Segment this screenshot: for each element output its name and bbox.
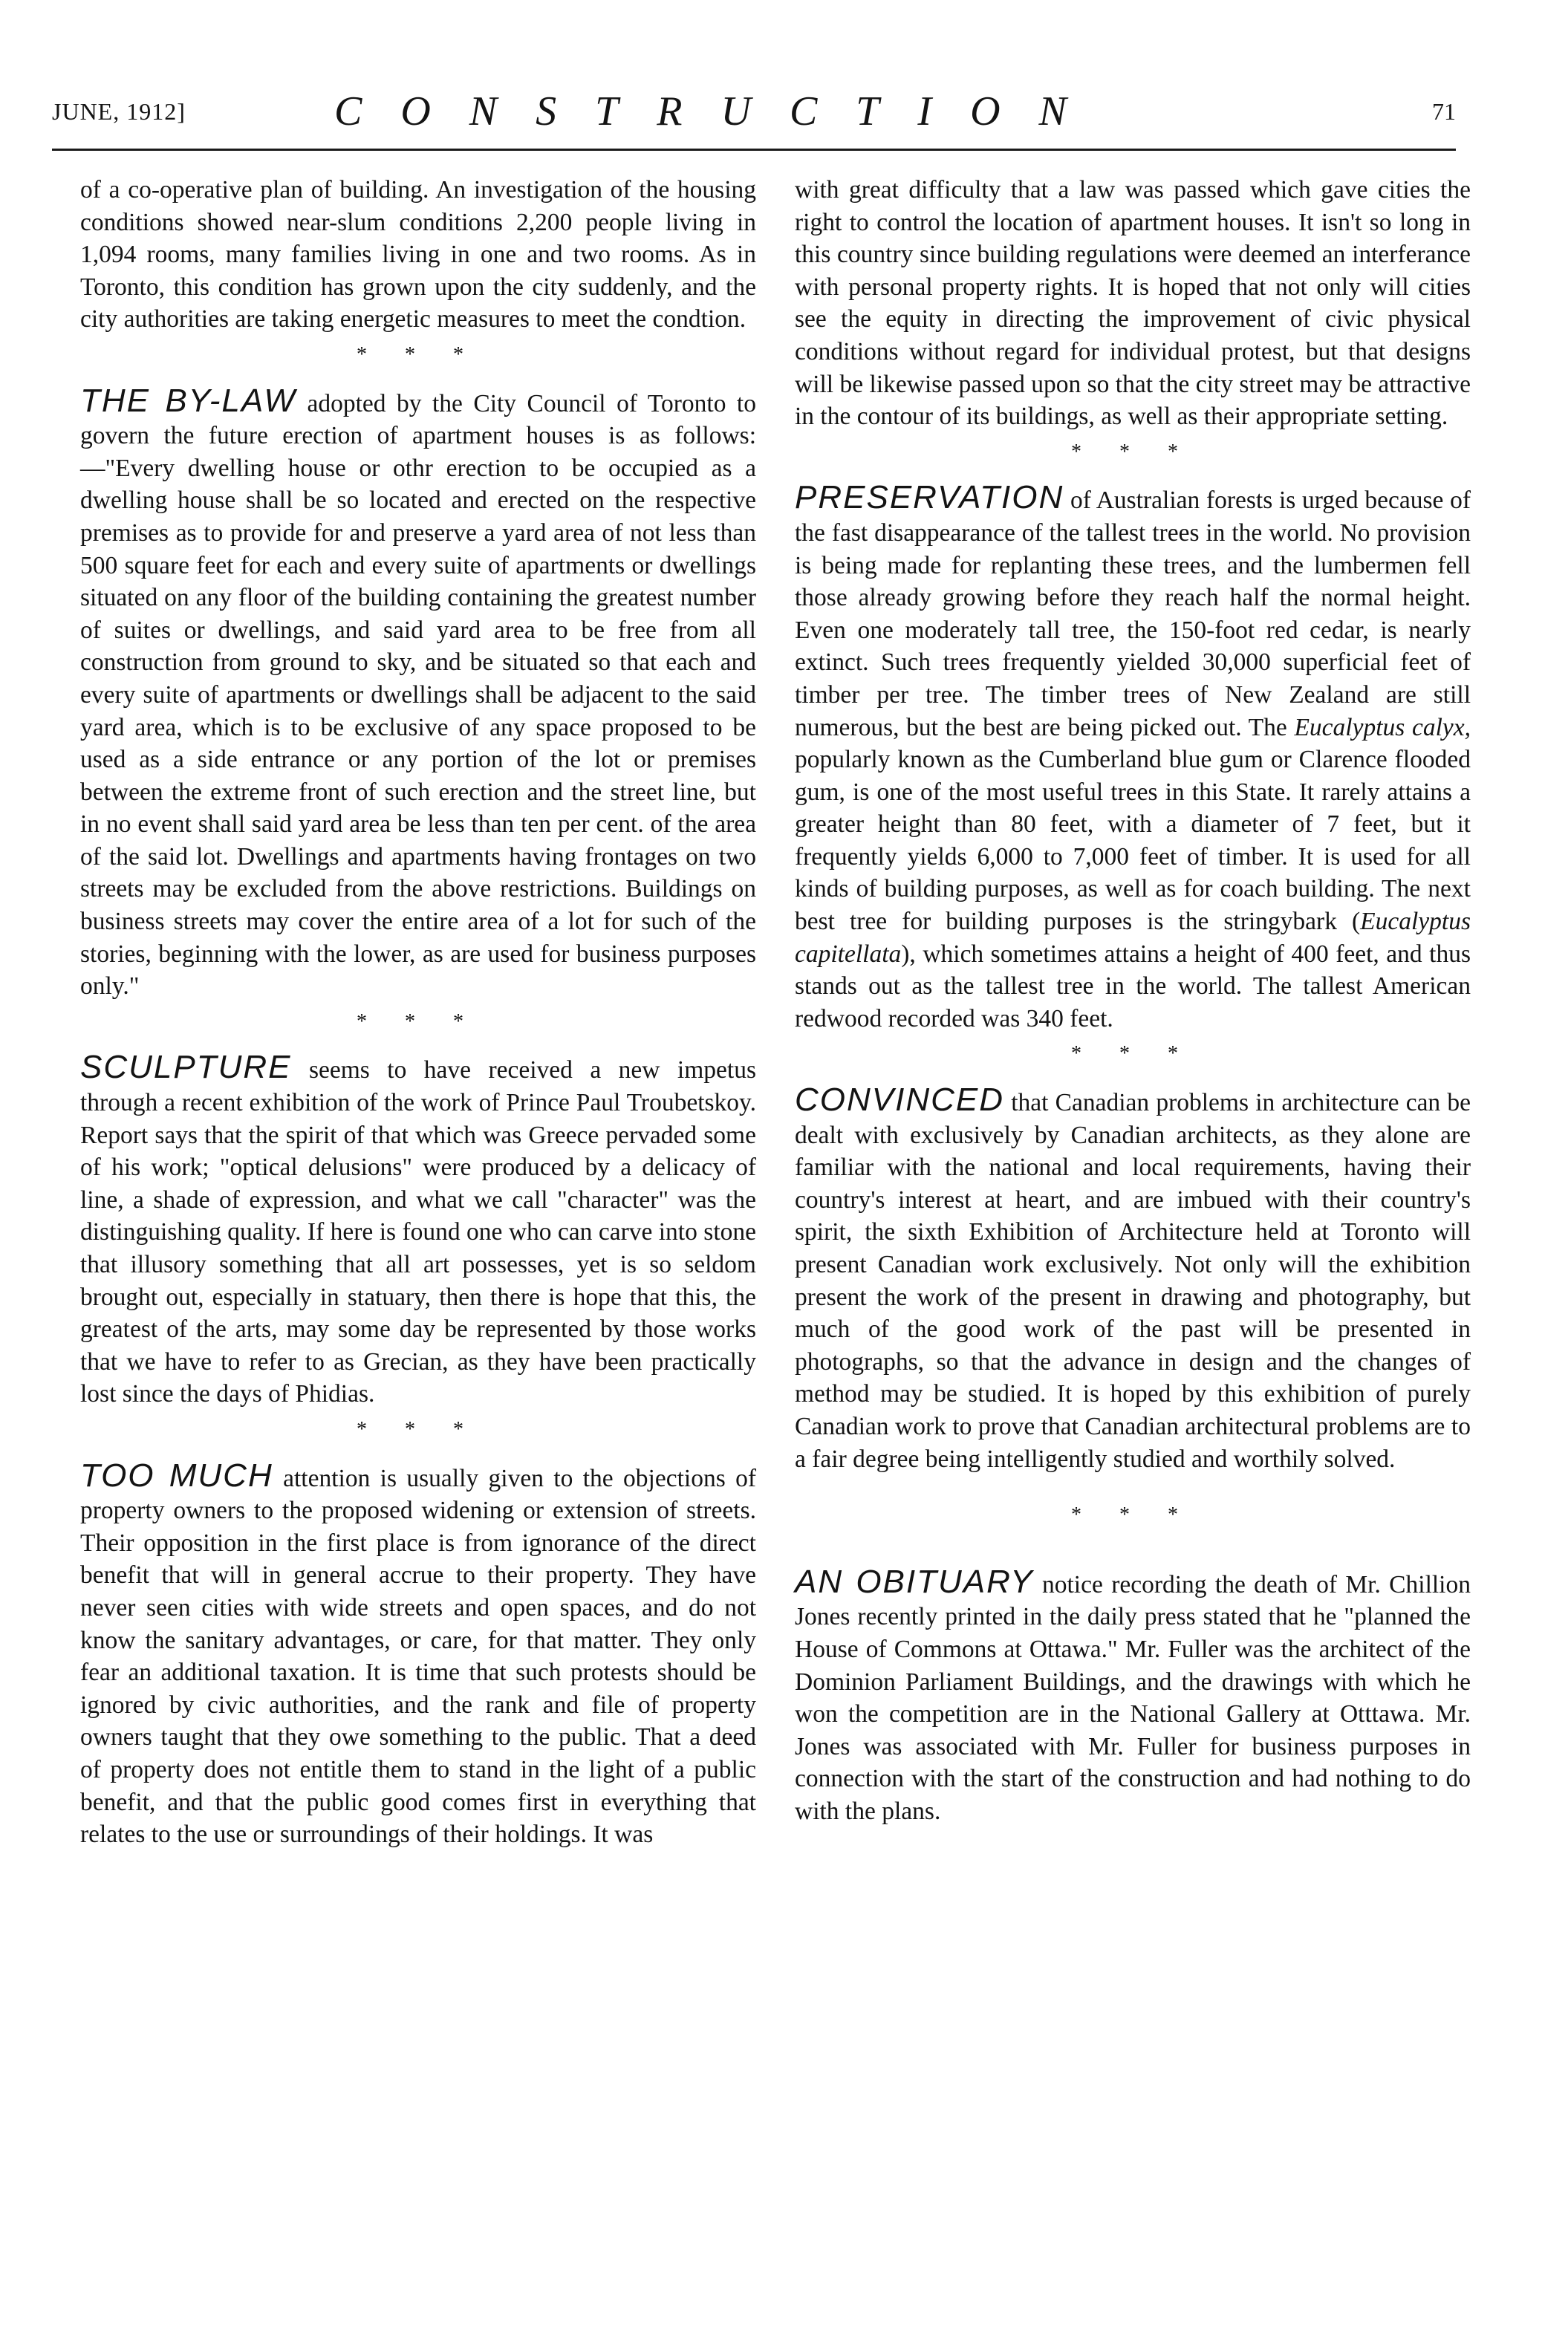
header-rule bbox=[52, 149, 1456, 151]
preservation-text: of Australian forests is urged because of the fast disappearance of the tallest trees in the world. No provision is being made for replanting these trees, and the lumbermen fell those already growing before they reach half the normal height. Even one moderately tall tree, the 150-foot red cedar, is nearly extinct. Such trees frequently yielded 30,000 superficial feet of timber per tree. The timber trees of New Zealand are still numerous, but the best are being picked out. The bbox=[795, 487, 1471, 741]
too-much-article bbox=[80, 1457, 756, 1851]
section-separator: * * * bbox=[1071, 1503, 1194, 1527]
obituary-lead: AN OBITUARY bbox=[795, 1563, 1034, 1600]
preservation-text-2: popularly known as the Cumberland blue gum or Clarence flooded gum, is one of the most useful trees in this State. It rarely attains a greater height than 80 feet, with a diameter of 7 feet, but it frequently yields 6,000 to 7,000 feet of timber. It is used for all kinds of building purposes, as well as for coach building. The next best tree for building purposes is the stringybark ( bbox=[795, 746, 1471, 936]
section-separator: * * * bbox=[357, 1417, 480, 1441]
continuation-paragraph: with great difficulty that a law was passed which gave cities the right to control the location of apartment houses. It isn't so long in this country since building regulations were deemed an interferance with personal property rights. It is hoped that not only will cities see the equity in directing the improvement of civic physical conditions without regard for individual protest, but that designs will be likewise passed upon so that the city street may be attractive in the contour of its buildings, as well as their appropriate setting. bbox=[795, 176, 1471, 431]
eucalyptus-capitellata-name: Eucalyptus capitellata bbox=[795, 908, 1471, 968]
magazine-title: CONSTRUCTION bbox=[334, 88, 1105, 134]
left-column bbox=[80, 174, 756, 1851]
section-separator: * * * bbox=[357, 342, 480, 366]
too-much-lead: TOO MUCH bbox=[80, 1457, 273, 1494]
sculpture-lead: SCULPTURE bbox=[80, 1049, 292, 1086]
bylaw-text: adopted by the City Council of Toronto to govern the future erection of apartment houses is as follows:—"Every dwelling house or othr erection to be occupied as a dwelling house shall be so located and erected on the respective premises as to provide for and preserve a yard area of not less than 500 square feet for each and every suite of apartments or dwellings situated on any floor of the building containing the greatest number of suites or dwellings, and said yard area to be free from all construction from ground to sky, and be situated so that each and every suite of apartments or dwellings shall be adjacent to the said yard area, which is to be exclusive of any space proposed to be used as a side entrance or any portion of the lot or premises between the extreme front of such erection and the street line, but in no event shall said yard area be less than ten per cent. of the area of the said lot. Dwellings and apartments having frontages on two streets may be excluded from the above restrictions. Buildings on business streets may cover the entire area of a lot for such of the stories, beginning with the lower, as are used for business purposes only." bbox=[80, 389, 756, 1001]
page-number: 71 bbox=[1432, 98, 1456, 125]
right-column bbox=[795, 174, 1471, 1828]
obituary-text: notice recording the death of Mr. Chillion Jones recently printed in the daily press stated that he "planned the House of Commons at Ottawa." Mr. Fuller was the architect of the Dominion Parliament Buildings, and the drawings with which he won the competition are in the National Gallery at Otttawa. Mr. Jones was associated with Mr. Fuller for business purposes in connection with the start of the construction and had nothing to do with the plans. bbox=[795, 1570, 1471, 1825]
preservation-article bbox=[795, 481, 1471, 1035]
page-header bbox=[52, 82, 1456, 149]
eucalyptus-calyx-name: Eucalyptus calyx, bbox=[1294, 713, 1471, 741]
section-separator: * * * bbox=[1071, 1042, 1194, 1066]
convinced-lead: CONVINCED bbox=[795, 1081, 1005, 1119]
obituary-article bbox=[795, 1563, 1471, 1828]
preservation-text-3: ), which sometimes attains a height of 400 feet, and thus stands out as the tallest tree in the world. The tallest American redwood recorded was 340 feet. bbox=[795, 940, 1471, 1032]
convinced-article bbox=[795, 1081, 1471, 1475]
preservation-lead: PRESERVATION bbox=[795, 479, 1064, 516]
bylaw-lead: THE BY-LAW bbox=[80, 382, 296, 419]
section-separator: * * * bbox=[1071, 440, 1194, 463]
sculpture-article bbox=[80, 1051, 756, 1411]
bylaw-article bbox=[80, 382, 756, 1003]
too-much-text: attention is usually given to the objections of property owners to the proposed widening or extension of streets. Their opposition in the first place is from ignorance of the direct benefit that will in general accrue to their property. They have never seen cities with wide streets and open spaces, and do not know the sanitary advantages, or care, for that matter. They only fear an additional taxation. It is time that such protests should be ignored by civic authorities, and the rank and file of property owners taught that they owe something to the public. That a deed of property does not entitle them to stand in the light of a public benefit, and that the public good comes first in everything that relates to the use or surroundings of their holdings. It was bbox=[80, 1464, 756, 1849]
sculpture-text: seems to have received a new impetus through a recent exhibition of the work of Prince Paul Troubetskoy. Report says that the spirit of that which was Greece pervaded some of his work; "optical delusions" were produced by a delicacy of line, a shade of expression, and what we call "character" was the distinguishing quality. If here is found one who can carve into stone that illusory something that all art possesses, yet is so seldom brought out, especially in statuary, then there is hope that this, the greatest of the arts, may some day be represented by those works that we have to refer to as Grecian, as they have been practically lost since the days of Phidias. bbox=[80, 1056, 756, 1408]
intro-paragraph: of a co-operative plan of building. An investigation of the housing conditions showed near-slum conditions 2,200 people living in 1,094 rooms, many families living in one and two rooms. As in Toronto, this condition has grown upon the city suddenly, and the city authorities are taking energetic measures to meet the condtion. bbox=[80, 176, 756, 334]
section-separator: * * * bbox=[357, 1009, 480, 1033]
convinced-text: that Canadian problems in architecture can be dealt with exclusively by Canadian architects, as they alone are familiar with the national and local requirements, having their country's interest at heart, and are imbued with their country's spirit, the sixth Exhibition of Architecture held at Toronto will present Canadian work exclusively. Not only will the exhibition present the work of the present in drawing and photography, but much of the good work of the past will be presented in photographs, so that the advance in design and the changes of method may be studied. It is hoped by this exhibition of purely Canadian work to prove that Canadian architectural problems are to a fair degree being intelligently studied and worthily solved. bbox=[795, 1089, 1471, 1473]
issue-date: JUNE, 1912] bbox=[52, 98, 186, 125]
